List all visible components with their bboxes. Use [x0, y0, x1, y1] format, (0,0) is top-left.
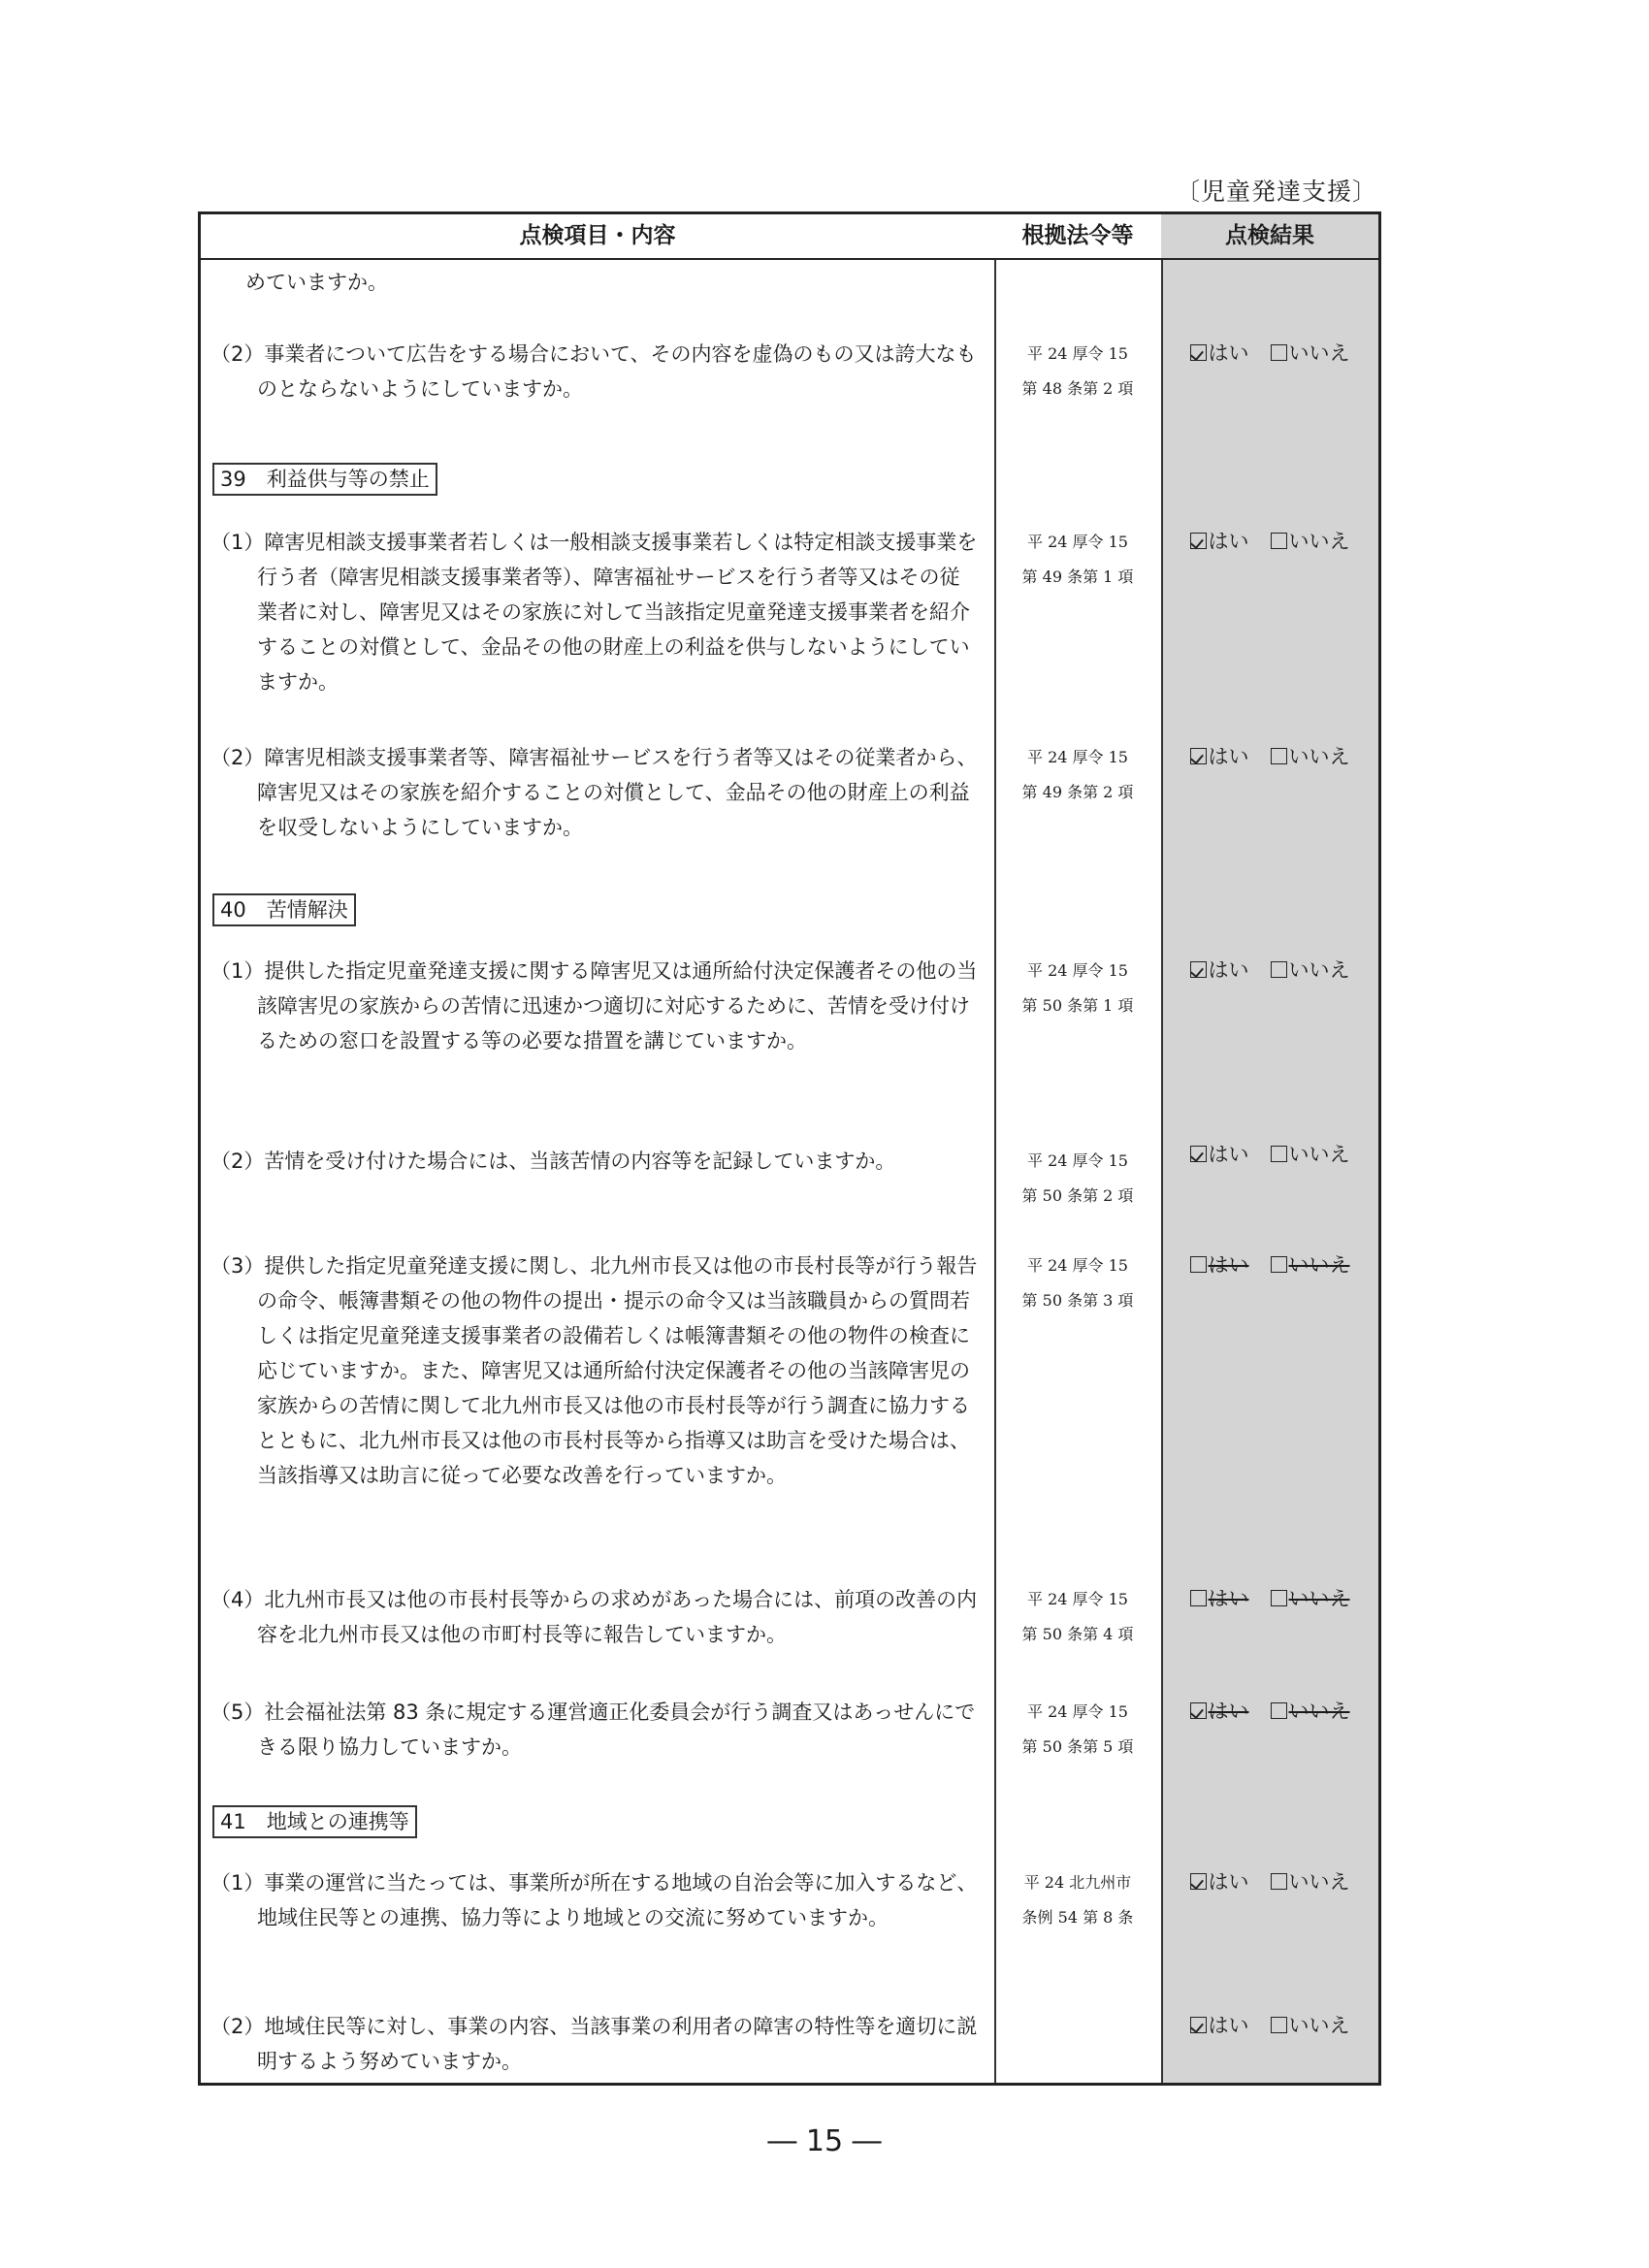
no-label: いいえ — [1288, 958, 1350, 982]
item-40-4-text: （4）北九州市長又は他の市長村長等からの求めがあった場合には、前項の改善の内容を北九州市長又は他の市町村長等に報告していますか。 — [210, 1588, 978, 1646]
law-line: 平 24 厚令 15 — [1027, 1590, 1128, 1608]
yes-checkbox[interactable] — [1190, 1256, 1207, 1273]
section-39-heading: 39 利益供与等の禁止 — [212, 463, 437, 496]
item-40-4-result — [1161, 1584, 1378, 1613]
yes-checkbox[interactable] — [1190, 1873, 1207, 1890]
no-checkbox[interactable] — [1271, 1873, 1287, 1890]
law-line: 平 24 厚令 15 — [1027, 748, 1128, 766]
item-38-2-result — [1161, 339, 1378, 368]
yes-label: はい — [1208, 1870, 1249, 1894]
item-39-2-law — [994, 740, 1161, 810]
item-40-2-law — [994, 1144, 1161, 1214]
item-40-1-law — [994, 954, 1161, 1023]
item-41-2-result — [1161, 2011, 1378, 2040]
item-40-3 — [201, 1248, 994, 1493]
law-line: 平 24 厚令 15 — [1027, 961, 1128, 980]
no-label: いいえ — [1288, 1587, 1350, 1610]
no-checkbox[interactable] — [1271, 344, 1287, 361]
law-line: 平 24 厚令 15 — [1027, 1256, 1128, 1275]
item-41-2 — [201, 2009, 994, 2079]
yes-checkbox[interactable] — [1190, 748, 1207, 764]
law-line: 条例 54 第 8 条 — [1021, 1908, 1134, 1927]
item-39-2-result — [1161, 742, 1378, 771]
no-label: いいえ — [1288, 341, 1350, 365]
section-41-heading: 41 地域との連携等 — [212, 1805, 417, 1838]
law-line: 平 24 厚令 15 — [1027, 344, 1128, 363]
law-line: 平 24 厚令 15 — [1027, 533, 1128, 551]
law-line: 平 24 厚令 15 — [1027, 1151, 1128, 1170]
section-40-heading: 40 苦情解決 — [212, 893, 356, 926]
yes-checkbox[interactable] — [1190, 1146, 1207, 1162]
item-40-3-law — [994, 1248, 1161, 1318]
no-label: いいえ — [1288, 1870, 1350, 1894]
yes-checkbox[interactable] — [1190, 2017, 1207, 2033]
header-result: 点検結果 — [1161, 214, 1378, 258]
item-40-4 — [201, 1582, 994, 1652]
yes-label: はい — [1208, 2014, 1249, 2037]
header-items: 点検項目・内容 — [519, 223, 676, 248]
item-39-1 — [201, 525, 994, 699]
yes-checkbox[interactable] — [1190, 1590, 1207, 1606]
no-checkbox[interactable] — [1271, 1146, 1287, 1162]
page-section-tag: 〔児童発達支援〕 — [1175, 178, 1377, 206]
item-40-1 — [201, 954, 994, 1058]
no-label: いいえ — [1288, 1700, 1350, 1723]
continuation-text: めていますか。 — [245, 271, 388, 294]
no-label: いいえ — [1288, 530, 1350, 553]
inspection-table — [198, 211, 1381, 2086]
item-40-2-text: （2）苦情を受け付けた場合には、当該苦情の内容等を記録していますか。 — [210, 1150, 896, 1173]
item-39-1-text: （1）障害児相談支援事業者若しくは一般相談支援事業若しくは特定相談支援事業を行う者（障害児相談支援事業者等）、障害福祉サービスを行う者等又はその従業者に対し、障害児又はその家族に対して当該指定児童発達支援事業者を紹介することの対償として、金品その他の財産上の利益を供与しないようにしていますか。 — [210, 531, 978, 694]
item-41-1-result — [1161, 1867, 1378, 1896]
item-41-2-text: （2）地域住民等に対し、事業の内容、当該事業の利用者の障害の特性等を適切に説明するよう努めていますか。 — [210, 2015, 978, 2073]
yes-label: はい — [1208, 1253, 1249, 1277]
no-checkbox[interactable] — [1271, 2017, 1287, 2033]
page-number: ― 15 ― — [767, 2124, 882, 2158]
yes-label: はい — [1208, 341, 1249, 365]
law-line: 第 50 条第 2 項 — [1021, 1186, 1134, 1205]
continuation-text-row — [201, 265, 994, 300]
no-label: いいえ — [1288, 1143, 1350, 1166]
law-line: 第 50 条第 1 項 — [1021, 996, 1134, 1015]
law-line: 第 49 条第 1 項 — [1021, 567, 1134, 586]
yes-label: はい — [1208, 958, 1249, 982]
item-40-5 — [201, 1695, 994, 1765]
no-checkbox[interactable] — [1271, 533, 1287, 549]
item-39-1-law — [994, 525, 1161, 595]
no-label: いいえ — [1288, 2014, 1350, 2037]
no-checkbox[interactable] — [1271, 1702, 1287, 1719]
yes-label: はい — [1208, 530, 1249, 553]
item-40-5-law — [994, 1695, 1161, 1765]
yes-checkbox[interactable] — [1190, 533, 1207, 549]
yes-label: はい — [1208, 1700, 1249, 1723]
no-checkbox[interactable] — [1271, 1256, 1287, 1273]
item-40-5-text: （5）社会福祉法第 83 条に規定する運営適正化委員会が行う調査又はあっせんにできる限り協力していますか。 — [210, 1701, 976, 1759]
item-38-2 — [201, 337, 994, 406]
no-label: いいえ — [1288, 745, 1350, 768]
law-line: 第 50 条第 4 項 — [1021, 1625, 1134, 1643]
yes-label: はい — [1208, 1587, 1249, 1610]
yes-label: はい — [1208, 1143, 1249, 1166]
yes-checkbox[interactable] — [1190, 344, 1207, 361]
item-40-4-law — [994, 1582, 1161, 1652]
no-label: いいえ — [1288, 1253, 1350, 1277]
item-41-1 — [201, 1865, 994, 1935]
yes-checkbox[interactable] — [1190, 961, 1207, 978]
yes-label: はい — [1208, 745, 1249, 768]
law-line: 第 49 条第 2 項 — [1021, 783, 1134, 801]
law-line: 第 50 条第 3 項 — [1021, 1291, 1134, 1310]
item-39-2 — [201, 740, 994, 845]
table-header — [201, 214, 1378, 260]
law-line: 第 48 条第 2 項 — [1021, 379, 1134, 398]
no-checkbox[interactable] — [1271, 961, 1287, 978]
item-40-5-result — [1161, 1697, 1378, 1726]
item-41-1-law — [994, 1865, 1161, 1935]
item-40-3-result — [1161, 1250, 1378, 1280]
item-40-1-text: （1）提供した指定児童発達支援に関する障害児又は通所給付決定保護者その他の当該障害児の家族からの苦情に迅速かつ適切に対応するために、苦情を受け付けるための窓口を設置する等の必要な措置を講じていますか。 — [210, 959, 978, 1053]
item-39-1-result — [1161, 527, 1378, 556]
item-41-1-text: （1）事業の運営に当たっては、事業所が所在する地域の自治会等に加入するなど、地域住民等との連携、協力等により地域との交流に努めていますか。 — [210, 1871, 978, 1929]
no-checkbox[interactable] — [1271, 748, 1287, 764]
law-line: 平 24 厚令 15 — [1027, 1702, 1128, 1721]
no-checkbox[interactable] — [1271, 1590, 1287, 1606]
item-40-1-result — [1161, 956, 1378, 985]
law-line: 第 50 条第 5 項 — [1021, 1737, 1134, 1756]
item-40-2 — [201, 1144, 994, 1179]
header-law: 根拠法令等 — [1021, 223, 1134, 248]
item-38-2-law — [994, 337, 1161, 406]
item-39-2-text: （2）障害児相談支援事業者等、障害福祉サービスを行う者等又はその従業者から、障害児又はその家族を紹介することの対償として、金品その他の財産上の利益を収受しないようにしていますか。 — [210, 746, 978, 839]
item-40-2-result — [1161, 1140, 1378, 1169]
law-line: 平 24 北九州市 — [1023, 1873, 1132, 1892]
item-40-3-text: （3）提供した指定児童発達支援に関し、北九州市長又は他の市長村長等が行う報告の命令、帳簿書類その他の物件の提出・提示の命令又は当該職員からの質問若しくは指定児童発達支援事業者の設備若しくは帳簿書類その他の物件の検査に応じていますか。また、障害児又は通所給付決定保護者その他の当該障害児の家族からの苦情に関して北九州市長又は他の市長村長等が行う調査に協力するとともに、北九州市長又は他の市長村長等から指導又は助言を受けた場合は、当該指導又は助言に従って必要な改善を行っていますか。 — [210, 1254, 978, 1487]
item-38-2-text: （2）事業者について広告をする場合において、その内容を虚偽のもの又は誇大なものとならないようにしていますか。 — [210, 342, 977, 401]
yes-checkbox[interactable] — [1190, 1702, 1207, 1719]
